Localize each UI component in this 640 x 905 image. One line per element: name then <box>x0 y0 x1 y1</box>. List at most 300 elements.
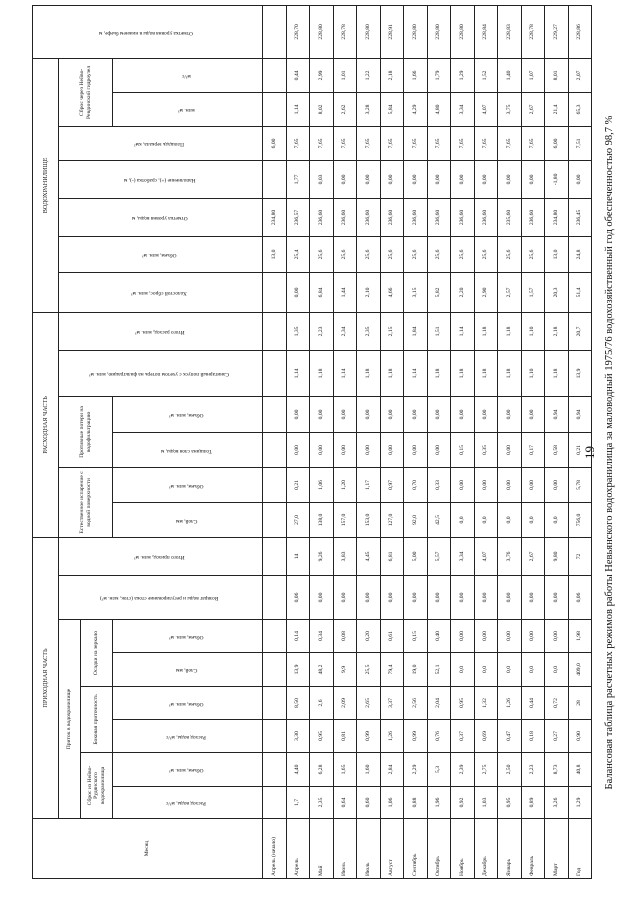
value-cell: 409,0 <box>568 653 592 687</box>
value-cell: 236,60 <box>333 198 357 236</box>
value-cell <box>263 467 287 502</box>
value-cell <box>263 620 287 653</box>
value-cell: 2,23 <box>310 312 334 350</box>
value-cell: 25,6 <box>521 236 545 272</box>
value-cell: 0,64 <box>333 787 357 819</box>
value-cell: 0,00 <box>498 576 522 620</box>
value-cell: 0,94 <box>568 396 592 432</box>
value-cell: 7,65 <box>380 126 404 160</box>
value-cell: 0,35 <box>474 432 498 467</box>
value-cell: 5,3 <box>427 753 451 787</box>
value-cell: 3,34 <box>451 92 475 126</box>
value-cell <box>263 92 287 126</box>
value-cell: 2,50 <box>498 753 522 787</box>
value-cell: 0,00 <box>451 396 475 432</box>
value-cell: 0,00 <box>521 620 545 653</box>
value-cell: 4,07 <box>474 537 498 575</box>
value-cell: 228,84 <box>474 5 498 58</box>
value-cell: 4,45 <box>357 537 381 575</box>
subheader-volume: Объем, млн. м³ <box>113 467 263 502</box>
value-cell: 20,3 <box>545 272 569 312</box>
value-cell: 0,00 <box>310 396 334 432</box>
month-cell: Январь <box>498 819 522 879</box>
month-cell: Апрель (начало) <box>263 819 287 879</box>
value-cell: 20,7 <box>568 312 592 350</box>
value-cell: 72 <box>568 537 592 575</box>
value-cell: 0,90 <box>568 720 592 753</box>
value-cell: 5,78 <box>568 467 592 502</box>
value-cell: 1,18 <box>380 350 404 396</box>
value-cell: 0,00 <box>380 432 404 467</box>
value-cell: 1,98 <box>568 620 592 653</box>
value-cell: 0,89 <box>521 787 545 819</box>
value-cell: 2,07 <box>568 58 592 92</box>
value-cell: 25,6 <box>380 236 404 272</box>
value-cell: 3,37 <box>380 687 404 720</box>
header-total-income: Итого приход, млн. м³ <box>59 537 263 575</box>
value-cell: 0,95 <box>310 720 334 753</box>
value-cell: 13,0 <box>263 236 287 272</box>
value-cell: 2,57 <box>498 272 522 312</box>
value-cell: 6,00 <box>545 126 569 160</box>
header-water-level: Отметка уровня воды, м <box>59 198 263 236</box>
value-cell: 0,06 <box>286 576 310 620</box>
header-month: Месяц <box>33 819 263 879</box>
subheader-layer: Слой, мм <box>113 502 263 537</box>
month-cell: Декабрь <box>474 819 498 879</box>
subheader-layer: Слой, мм <box>113 653 263 687</box>
value-cell: 25,6 <box>333 236 357 272</box>
value-cell: 1,57 <box>521 272 545 312</box>
header-inflow: Приток в водохранилище <box>59 620 81 819</box>
value-cell: 0,00 <box>568 160 592 198</box>
value-cell: 0,00 <box>333 160 357 198</box>
value-cell: 1,40 <box>498 58 522 92</box>
value-cell <box>263 58 287 92</box>
value-cell: 229,27 <box>545 5 569 58</box>
value-cell: 0,0 <box>451 653 475 687</box>
value-cell: 1,79 <box>427 58 451 92</box>
value-cell: 0,0 <box>498 653 522 687</box>
value-cell: 5,57 <box>427 537 451 575</box>
table-row <box>333 5 357 878</box>
value-cell: 13,0 <box>545 236 569 272</box>
header-reservoir: ВОДОХРАНИЛИЩЕ <box>33 58 59 312</box>
value-cell: 1,22 <box>357 58 381 92</box>
value-cell: 236,60 <box>451 198 475 236</box>
value-cell <box>263 272 287 312</box>
value-cell: 0,47 <box>498 720 522 753</box>
value-cell: 7,65 <box>404 126 428 160</box>
value-cell: 25,4 <box>286 236 310 272</box>
value-cell: 3,83 <box>333 537 357 575</box>
value-cell: 1,14 <box>404 350 428 396</box>
page-number: 19 <box>582 446 597 459</box>
value-cell: 236,60 <box>427 198 451 236</box>
value-cell: 0,00 <box>451 620 475 653</box>
value-cell <box>263 753 287 787</box>
value-cell: 8,73 <box>545 753 569 787</box>
value-cell: 228,86 <box>568 5 592 58</box>
month-cell: Июнь <box>333 819 357 879</box>
value-cell: 0,00 <box>427 396 451 432</box>
value-cell: 25,6 <box>404 236 428 272</box>
value-cell: 42,5 <box>427 502 451 537</box>
header-upstream-discharge: Сброс из Нейво-Рудянского водохранилища <box>81 753 113 819</box>
value-cell: 2,15 <box>380 312 404 350</box>
month-cell: Октябрь <box>427 819 451 879</box>
value-cell: 0,00 <box>404 396 428 432</box>
value-cell: 0,00 <box>380 160 404 198</box>
month-cell: Апрель <box>286 819 310 879</box>
value-cell: 0,00 <box>427 160 451 198</box>
subheader-volume: Объем, млн. м³ <box>113 687 263 720</box>
value-cell: 1,10 <box>521 350 545 396</box>
value-cell: 1,06 <box>310 467 334 502</box>
value-cell: 5,84 <box>380 92 404 126</box>
value-cell: 1,18 <box>310 350 334 396</box>
month-cell: Июль <box>357 819 381 879</box>
table-row <box>404 5 428 878</box>
value-cell: 4,80 <box>427 92 451 126</box>
value-cell: 2,62 <box>333 92 357 126</box>
value-cell: 153,0 <box>357 502 381 537</box>
header-regulation: Возврат воды и регулирование стока (сток, млн. м³) <box>59 576 263 620</box>
value-cell: 6,00 <box>263 126 287 160</box>
value-cell: 1,20 <box>333 467 357 502</box>
table-row <box>521 5 545 878</box>
value-cell: 0,21 <box>286 467 310 502</box>
value-cell: 7,65 <box>451 126 475 160</box>
value-cell: 0,00 <box>498 467 522 502</box>
value-cell: 0,70 <box>404 467 428 502</box>
value-cell: 0,44 <box>521 687 545 720</box>
value-cell: 0,60 <box>357 787 381 819</box>
value-cell: 0,0 <box>474 653 498 687</box>
value-cell <box>263 432 287 467</box>
value-cell: 0,00 <box>286 272 310 312</box>
value-cell: 127,0 <box>380 502 404 537</box>
value-cell: 79,4 <box>380 653 404 687</box>
value-cell: 0,00 <box>286 432 310 467</box>
value-cell: 0,00 <box>474 467 498 502</box>
value-cell: 0,00 <box>474 160 498 198</box>
value-cell: 0,00 <box>357 576 381 620</box>
value-cell: 1,18 <box>451 350 475 396</box>
value-cell: 0,0 <box>545 502 569 537</box>
value-cell: 2,67 <box>521 92 545 126</box>
value-cell: 138,0 <box>310 502 334 537</box>
value-cell: 3,28 <box>357 92 381 126</box>
value-cell: 1,29 <box>451 58 475 92</box>
value-cell: 2,84 <box>380 753 404 787</box>
header-filtration: Противные потери на водофильтрацию <box>59 396 113 467</box>
value-cell: 2,35 <box>310 787 334 819</box>
value-cell: 25,6 <box>310 236 334 272</box>
balance-table <box>32 5 592 879</box>
value-cell: 0,00 <box>498 620 522 653</box>
value-cell: -1,80 <box>545 160 569 198</box>
value-cell: 0,95 <box>451 687 475 720</box>
value-cell: 0,99 <box>404 720 428 753</box>
value-cell: 25,5 <box>357 653 381 687</box>
value-cell: 65,3 <box>568 92 592 126</box>
value-cell <box>263 537 287 575</box>
value-cell: 51,4 <box>568 272 592 312</box>
value-cell <box>263 5 287 58</box>
value-cell: 1,52 <box>474 58 498 92</box>
header-sanitary: Санитарный попуск с учетом потерь на фильтрацию, млн. м³ <box>59 350 263 396</box>
value-cell: 235,60 <box>498 198 522 236</box>
value-cell: 2,39 <box>451 753 475 787</box>
value-cell: 0,00 <box>474 620 498 653</box>
value-cell: 228,83 <box>498 5 522 58</box>
table-row <box>310 5 334 878</box>
table-row <box>545 5 569 878</box>
subheader-volume: Объем, млн. м³ <box>113 620 263 653</box>
value-cell: 228,70 <box>286 5 310 58</box>
value-cell: 0,0 <box>545 653 569 687</box>
table-row <box>357 5 381 878</box>
value-cell: 13,9 <box>286 653 310 687</box>
subheader-m3s: м³/с <box>113 58 263 92</box>
header-fill-drawdown: Наполнение (+), сработка (-), м <box>59 160 263 198</box>
value-cell: 236,60 <box>380 198 404 236</box>
value-cell <box>263 312 287 350</box>
value-cell: 27,0 <box>286 502 310 537</box>
table-row-initial <box>263 5 287 878</box>
value-cell: 0,00 <box>521 576 545 620</box>
value-cell: 1,26 <box>380 720 404 753</box>
value-cell: 0,08 <box>333 620 357 653</box>
value-cell: 236,45 <box>568 198 592 236</box>
value-cell: 0,00 <box>310 432 334 467</box>
table-row <box>286 5 310 878</box>
value-cell: 0,06 <box>568 576 592 620</box>
value-cell: 1,29 <box>568 787 592 819</box>
value-cell: 157,0 <box>333 502 357 537</box>
value-cell: 1,60 <box>357 753 381 787</box>
value-cell: 228,80 <box>404 5 428 58</box>
value-cell: 1,14 <box>286 92 310 126</box>
value-cell: 0,0 <box>521 653 545 687</box>
month-cell: Август <box>380 819 404 879</box>
value-cell: 8,02 <box>310 92 334 126</box>
value-cell: 0,00 <box>333 396 357 432</box>
value-cell: 2,18 <box>545 312 569 350</box>
value-cell: 0,15 <box>404 620 428 653</box>
value-cell: 0,00 <box>498 432 522 467</box>
value-cell: 228,80 <box>451 5 475 58</box>
value-cell: 0,00 <box>474 576 498 620</box>
value-cell: 228,91 <box>380 5 404 58</box>
value-cell: 1,06 <box>380 787 404 819</box>
table-row <box>427 5 451 878</box>
subheader-volume: Объем, млн. м³ <box>113 753 263 787</box>
value-cell: 0,0 <box>521 502 545 537</box>
value-cell: 0,18 <box>521 720 545 753</box>
table-row <box>474 5 498 878</box>
value-cell: 0,00 <box>545 576 569 620</box>
value-cell: 0,33 <box>427 467 451 502</box>
value-cell: 1,65 <box>333 753 357 787</box>
document-title: Балансовая таблица расчетных режимов работы Невьянского водохранилища за маловодный 1975/76 водохозяйственный год обеспеченностью 98,7 % <box>604 115 615 790</box>
month-cell: Сентябрь <box>404 819 428 879</box>
value-cell: 9,9 <box>333 653 357 687</box>
value-cell: 3,75 <box>498 92 522 126</box>
value-cell: 1,7 <box>286 787 310 819</box>
value-cell: 25,6 <box>498 236 522 272</box>
value-cell: 2,65 <box>357 687 381 720</box>
value-cell: 0,14 <box>286 620 310 653</box>
value-cell: 1,77 <box>286 160 310 198</box>
value-cell: 7,65 <box>310 126 334 160</box>
value-cell: 6,28 <box>310 753 334 787</box>
value-cell: 7,51 <box>568 126 592 160</box>
value-cell: 2,56 <box>404 687 428 720</box>
value-cell: 0,00 <box>498 160 522 198</box>
value-cell: 234,80 <box>263 198 287 236</box>
value-cell: 0,99 <box>357 720 381 753</box>
value-cell: 0,37 <box>451 720 475 753</box>
value-cell: 0,00 <box>451 576 475 620</box>
value-cell: 1,03 <box>474 787 498 819</box>
table-row <box>568 5 592 878</box>
value-cell: 0,03 <box>310 160 334 198</box>
value-cell: 6,81 <box>380 537 404 575</box>
value-cell: 0,00 <box>333 576 357 620</box>
value-cell: 8,01 <box>545 58 569 92</box>
value-cell: 0,00 <box>357 160 381 198</box>
value-cell <box>263 720 287 753</box>
subheader-volume: Объем, млн. м³ <box>113 396 263 432</box>
header-downstream-level: Отметка уровня воды в нижнем бьефе, м <box>33 5 263 58</box>
value-cell: 25,6 <box>427 236 451 272</box>
value-cell: 25,6 <box>451 236 475 272</box>
value-cell: 0,00 <box>286 396 310 432</box>
value-cell: 3,30 <box>286 720 310 753</box>
value-cell: 1,18 <box>545 350 569 396</box>
value-cell: 3,76 <box>498 537 522 575</box>
value-cell: 1,18 <box>498 350 522 396</box>
value-cell: 3,26 <box>545 787 569 819</box>
value-cell: 0,00 <box>521 467 545 502</box>
value-cell: 0,0 <box>451 502 475 537</box>
value-cell: 1,26 <box>498 687 522 720</box>
value-cell <box>263 787 287 819</box>
table-header <box>33 5 263 878</box>
value-cell: 24,8 <box>568 236 592 272</box>
value-cell: 9,80 <box>545 537 569 575</box>
value-cell: 0,76 <box>427 720 451 753</box>
value-cell: 2,20 <box>451 272 475 312</box>
value-cell: 2,99 <box>310 58 334 92</box>
value-cell: 0,00 <box>357 396 381 432</box>
value-cell <box>263 653 287 687</box>
value-cell: 1,44 <box>333 272 357 312</box>
value-cell: 1,18 <box>357 350 381 396</box>
header-dam-discharge: Сброс через Нейво-Ревдинский гидроузел <box>59 58 113 126</box>
value-cell: 25,6 <box>357 236 381 272</box>
value-cell: 0,00 <box>451 160 475 198</box>
value-cell: 48,2 <box>310 653 334 687</box>
value-cell: 0,81 <box>333 720 357 753</box>
value-cell <box>263 160 287 198</box>
table-body <box>263 5 592 878</box>
month-cell: Февраль <box>521 819 545 879</box>
value-cell: 2,18 <box>380 58 404 92</box>
value-cell: 7,65 <box>286 126 310 160</box>
value-cell <box>263 396 287 432</box>
value-cell: 0,00 <box>451 467 475 502</box>
value-cell: 0,95 <box>498 787 522 819</box>
value-cell: 2,09 <box>333 687 357 720</box>
value-cell: 3,34 <box>451 537 475 575</box>
value-cell: 1,14 <box>333 350 357 396</box>
value-cell: 0,61 <box>380 620 404 653</box>
value-cell: 0,00 <box>427 432 451 467</box>
value-cell: 0,69 <box>474 720 498 753</box>
value-cell: 0,00 <box>404 160 428 198</box>
header-lateral-inflow: Боковая приточность <box>81 687 113 753</box>
header-income-part: ПРИХОДНАЯ ЧАСТЬ <box>33 537 59 818</box>
header-evaporation: Естественное испарение с водной поверхности <box>59 467 113 537</box>
value-cell: 0,27 <box>545 720 569 753</box>
value-cell: 0,00 <box>498 396 522 432</box>
subheader-volume-mln: млн. м³ <box>113 92 263 126</box>
value-cell: 2,6 <box>310 687 334 720</box>
value-cell: 4,66 <box>380 272 404 312</box>
value-cell <box>263 350 287 396</box>
value-cell: 0,00 <box>404 432 428 467</box>
value-cell: 9,26 <box>310 537 334 575</box>
value-cell: 0,21 <box>568 432 592 467</box>
subheader-flow-rate: Расход воды, м³/с <box>113 720 263 753</box>
value-cell: 756,0 <box>568 502 592 537</box>
value-cell: 2,90 <box>474 272 498 312</box>
value-cell: 7,65 <box>474 126 498 160</box>
value-cell: 0,44 <box>286 58 310 92</box>
value-cell: 0,0 <box>474 502 498 537</box>
value-cell: 1,07 <box>521 58 545 92</box>
value-cell: 19,0 <box>404 653 428 687</box>
value-cell: 1,35 <box>286 312 310 350</box>
value-cell: 0,00 <box>380 576 404 620</box>
value-cell: 3,15 <box>404 272 428 312</box>
value-cell: 0,92 <box>451 787 475 819</box>
value-cell: 52,1 <box>427 653 451 687</box>
value-cell: 2,34 <box>333 312 357 350</box>
value-cell: 2,29 <box>404 753 428 787</box>
value-cell: 0,58 <box>545 432 569 467</box>
value-cell: 234,80 <box>545 198 569 236</box>
table-row <box>380 5 404 878</box>
subheader-flow-rate: Расход воды, м³/с <box>113 787 263 819</box>
value-cell: 236,60 <box>404 198 428 236</box>
value-cell: 4,07 <box>474 92 498 126</box>
value-cell: 0,00 <box>427 576 451 620</box>
value-cell: 6,84 <box>310 272 334 312</box>
value-cell: 8,50 <box>286 687 310 720</box>
value-cell: 0,00 <box>333 432 357 467</box>
value-cell: 1,18 <box>474 312 498 350</box>
value-cell: 1,14 <box>286 350 310 396</box>
value-cell: 0,00 <box>357 432 381 467</box>
value-cell: 5,82 <box>427 272 451 312</box>
value-cell: 228,80 <box>357 5 381 58</box>
header-total-expense: Итого расход, млн. м³ <box>59 312 263 350</box>
month-cell: Ноябрь <box>451 819 475 879</box>
